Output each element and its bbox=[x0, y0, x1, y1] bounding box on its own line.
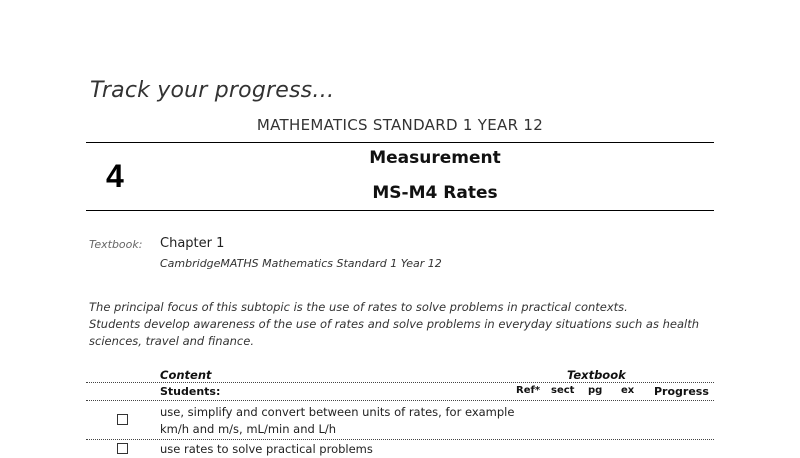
bottom-rule bbox=[86, 210, 714, 211]
textbook-heading: Textbook bbox=[567, 368, 626, 382]
sect-heading: sect bbox=[551, 385, 575, 396]
row-text: use, simplify and convert between units of rates, for example bbox=[160, 405, 515, 419]
textbook-label: Textbook: bbox=[89, 238, 143, 251]
textbook-title: CambridgeMATHS Mathematics Standard 1 Year 12 bbox=[160, 257, 442, 270]
textbook-chapter: Chapter 1 bbox=[160, 236, 225, 251]
progress-heading: Progress bbox=[654, 385, 709, 398]
progress-checkbox[interactable] bbox=[117, 443, 128, 454]
table-divider bbox=[86, 400, 714, 401]
top-rule bbox=[86, 142, 714, 143]
focus-line: The principal focus of this subtopic is the use of rates to solve problems in practical contexts. bbox=[89, 300, 628, 314]
pg-heading: pg bbox=[588, 385, 603, 396]
ref-heading: Ref* bbox=[516, 385, 541, 396]
row-text: use rates to solve practical problems bbox=[160, 442, 373, 456]
row-text: km/h and m/s, mL/min and L/h bbox=[160, 422, 337, 436]
focus-line: Students develop awareness of the use of rates and solve problems in everyday situations such as health bbox=[89, 317, 700, 331]
content-heading: Content bbox=[160, 368, 212, 382]
topic-title: Measurement bbox=[369, 148, 501, 168]
table-row bbox=[160, 404, 514, 438]
chapter-number: 4 bbox=[106, 158, 124, 194]
course-title: MATHEMATICS STANDARD 1 YEAR 12 bbox=[256, 116, 544, 134]
table-divider bbox=[86, 382, 714, 383]
progress-checkbox[interactable] bbox=[117, 414, 128, 425]
tagline: Track your progress… bbox=[90, 78, 335, 103]
table-divider bbox=[86, 439, 714, 440]
students-heading: Students: bbox=[160, 385, 221, 398]
subtopic-title: MS-M4 Rates bbox=[372, 183, 498, 203]
focus-line: sciences, travel and finance. bbox=[89, 334, 254, 348]
ex-heading: ex bbox=[621, 385, 635, 396]
focus-paragraph bbox=[89, 299, 709, 350]
